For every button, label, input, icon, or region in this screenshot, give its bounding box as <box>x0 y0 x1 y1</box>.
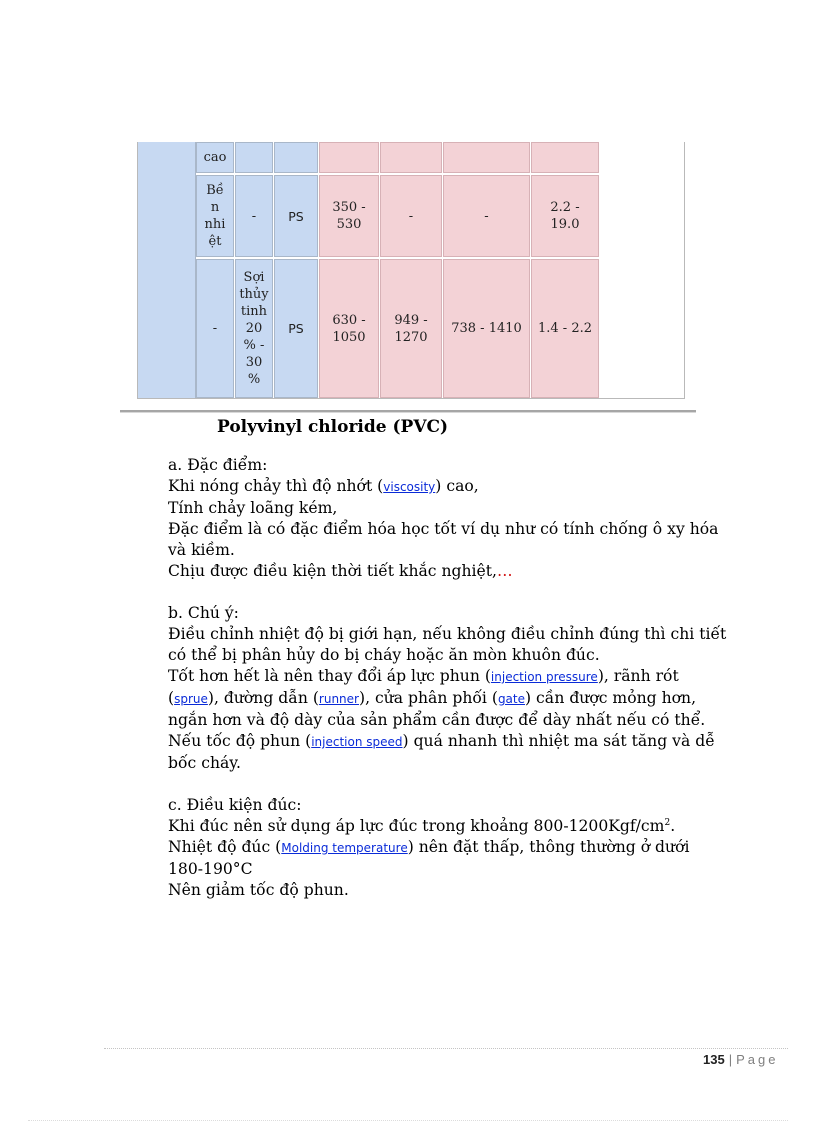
section-c-title: c. Điều kiện đúc: <box>168 796 302 814</box>
text: Chịu được điều kiện thời tiết khắc nghiệt, <box>168 562 497 580</box>
paragraph-line: Điều chỉnh nhiệt độ bị giới hạn, nếu không điều chỉnh đúng thì chi tiết <box>168 625 727 643</box>
table-cell: PS <box>274 175 318 257</box>
table-cell: - <box>235 175 273 257</box>
molding-temperature-link[interactable]: Molding temperature <box>281 841 408 855</box>
text: Nhiệt độ đúc ( <box>168 838 282 856</box>
text: ) cao, <box>435 477 479 495</box>
body-text <box>168 455 728 901</box>
table-cell: 630 - 1050 <box>319 259 379 398</box>
table-cell: Bề n nhi ệt <box>196 175 234 257</box>
table-cell: Sợi thủy tinh 20 % - 30 % <box>235 259 273 398</box>
text: ) cần được mỏng hơn, <box>525 689 697 707</box>
page-separator: | <box>728 1052 733 1067</box>
footer-divider <box>104 1048 788 1049</box>
table-cell: 1.4 - 2.2 <box>531 259 599 398</box>
page-label: Page <box>736 1052 779 1067</box>
sprue-link[interactable]: sprue <box>174 692 208 706</box>
paragraph-line <box>168 476 728 498</box>
table-cell: - <box>196 259 234 398</box>
viscosity-link[interactable]: viscosity <box>383 480 436 494</box>
paragraph-line <box>168 816 728 837</box>
table-cell: 2.2 - 19.0 <box>531 175 599 257</box>
superscript: 2 <box>664 817 671 828</box>
text: Khi đúc nên sử dụng áp lực đúc trong khoảng 800-1200Kgf/cm <box>168 817 665 835</box>
paragraph-line: có thể bị phân hủy do bị cháy hoặc ăn mòn khuôn đúc. <box>168 646 600 664</box>
table-cell: - <box>443 175 530 257</box>
table-cell <box>443 142 530 173</box>
paragraph-line <box>168 666 728 688</box>
page-bottom-border <box>28 1120 788 1121</box>
table-cell: 949 - 1270 <box>380 259 442 398</box>
paragraph-line <box>168 561 728 582</box>
section-a-title: a. Đặc điểm: <box>168 456 268 474</box>
table-cell <box>274 142 318 173</box>
text: ( <box>168 689 175 707</box>
text: Tốt hơn hết là nên thay đổi áp lực phun ( <box>168 667 491 685</box>
table-cell: - <box>380 175 442 257</box>
table-cell: 350 - 530 <box>319 175 379 257</box>
paragraph-line: và kiềm. <box>168 541 235 559</box>
paragraph-line: Đặc điểm là có đặc điểm hóa học tốt ví dụ như có tính chống ô xy hóa <box>168 520 719 538</box>
text: ), đường dẫn ( <box>207 689 319 707</box>
injection-pressure-link[interactable]: injection pressure <box>490 670 598 684</box>
property-table <box>137 142 685 399</box>
page-footer <box>703 1052 778 1067</box>
table-cell: 738 - 1410 <box>443 259 530 398</box>
text: ), rãnh rót <box>597 667 679 685</box>
paragraph-line: 180-190°C <box>168 860 253 878</box>
table-cell: PS <box>274 259 318 398</box>
table-cell <box>319 142 379 173</box>
ellipsis: … <box>497 562 513 580</box>
gate-link[interactable]: gate <box>497 692 525 706</box>
section-heading: Polyvinyl chloride (PVC) <box>217 417 449 437</box>
table-cell <box>235 142 273 173</box>
horizontal-rule <box>120 410 696 413</box>
text: ) nên đặt thấp, thông thường ở dưới <box>407 838 690 856</box>
table-cell: cao <box>196 142 234 173</box>
table-cell <box>380 142 442 173</box>
page-number: 135 <box>703 1052 725 1067</box>
paragraph-line: Tính chảy loãng kém, <box>168 499 338 517</box>
table-first-column <box>138 142 196 398</box>
text: ) quá nhanh thì nhiệt ma sát tăng và dễ <box>402 732 715 750</box>
paragraph-line <box>168 688 728 710</box>
text: ), cửa phân phối ( <box>358 689 498 707</box>
section-b-title: b. Chú ý: <box>168 604 239 622</box>
runner-link[interactable]: runner <box>318 692 359 706</box>
table-cell <box>531 142 599 173</box>
text: . <box>670 817 676 835</box>
paragraph-line <box>168 731 728 753</box>
paragraph-line: bốc cháy. <box>168 754 241 772</box>
paragraph-line: Nên giảm tốc độ phun. <box>168 881 349 899</box>
paragraph-line <box>168 837 728 859</box>
injection-speed-link[interactable]: injection speed <box>311 735 403 749</box>
text: Khi nóng chảy thì độ nhớt ( <box>168 477 384 495</box>
paragraph-line: ngắn hơn và độ dày của sản phẩm cần được để dày nhất nếu có thể. <box>168 711 706 729</box>
text: Nếu tốc độ phun ( <box>168 732 312 750</box>
